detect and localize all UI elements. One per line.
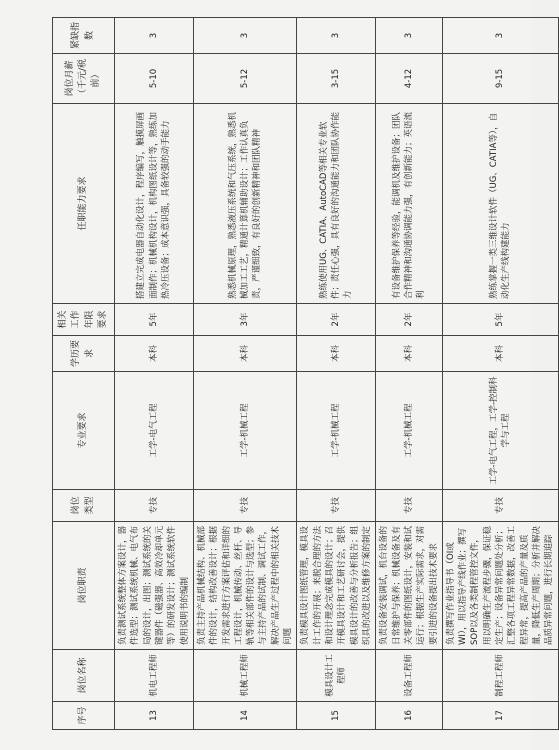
header-experience: 相关工作年限要求	[53, 304, 115, 336]
cell-type: 专技	[442, 490, 558, 522]
cell-type: 专技	[376, 490, 443, 522]
cell-ability: 搭建立完成电器自动化设计，程序编写，触摸屏画面制作；机械机构设计，机构图纸设计等，熟练加热冷压设备；成本意识强，具备较强的动手能力	[115, 104, 194, 304]
header-salary: 岗位月薪（千元/税前）	[53, 54, 115, 104]
cell-type: 专技	[115, 490, 194, 522]
cell-salary: 3-15	[297, 54, 376, 104]
header-row	[53, 18, 115, 730]
header-education: 学历要求	[53, 336, 115, 372]
cell-position-name: 机械工程师	[193, 650, 297, 702]
header-major: 专业要求	[53, 372, 115, 490]
cell-seq: 15	[297, 702, 376, 730]
cell-ability: 熟练使用UG、CATIA、AutoCAD等相关专业软件；责任心强，具有良好的沟通能力和团队协作能力	[297, 104, 376, 304]
cell-education: 本科	[376, 336, 443, 372]
cell-salary: 9-15	[442, 54, 558, 104]
cell-education: 本科	[297, 336, 376, 372]
cell-duty: 负责测试系统整体方案设计，器件选型；测试系统机械、电气布局的设计，出图；测试系统的关键器件（磁强器、高效冷却单元等）的研发设计；测试系统软件使用说明书的编制	[115, 522, 194, 650]
header-urgency: 紧缺指数	[53, 18, 115, 54]
cell-urgency: 3	[193, 18, 297, 54]
table-row	[193, 18, 297, 730]
cell-urgency: 3	[297, 18, 376, 54]
cell-position-name: 模具设计工程师	[297, 650, 376, 702]
cell-position-name: 机电工程师	[115, 650, 194, 702]
cell-salary: 4-12	[376, 54, 443, 104]
cell-duty: 负责模具设计图纸管理，模具设计工作的开展；来脱合理的方法和设计理念完成模具的设计；召开模具设计和工艺研讨会，提供模具设计的改善与分析报告；组织具的改进以及维修方案的制定	[297, 522, 376, 650]
cell-seq: 17	[442, 702, 558, 730]
cell-salary: 5-12	[193, 54, 297, 104]
cell-duty: 负责主持产品机械结构、机械部件的设计，结构改善设计；根据开发需求进行方案评估和详细的工程设计，机械传动、丝杆、导轨等相关部件的设计与选型；参与主持产品的试制、调试工作，解决产品生产过程中的相关技术问题	[193, 522, 297, 650]
cell-experience: 2年	[297, 304, 376, 336]
table-row	[376, 18, 443, 730]
cell-experience: 2年	[376, 304, 443, 336]
cell-urgency: 3	[115, 18, 194, 54]
cell-type: 专技	[297, 490, 376, 522]
header-type: 岗位类型	[53, 490, 115, 522]
header-ability: 任职能力要求	[53, 104, 115, 304]
cell-ability: 熟练掌握一类三维设计软件（UG、CATIA等），自动化生产线构建能力	[442, 104, 558, 304]
header-seq: 序号	[53, 702, 115, 730]
cell-type: 专技	[193, 490, 297, 522]
cell-major: 工学-机械工程	[193, 372, 297, 490]
cell-position-name: 制程工程师	[442, 650, 558, 702]
cell-experience: 5年	[442, 304, 558, 336]
cell-major: 工学-机械工程	[376, 372, 443, 490]
cell-seq: 14	[193, 702, 297, 730]
table-row	[115, 18, 194, 730]
cell-urgency: 3	[442, 18, 558, 54]
cell-duty: 负责设备安装调试，机台设备的日常维护与保养；机械设备及有关零部件的图纸设计，安装和试运行；根据生产实际需求，对需要引进的设备提出技术要求	[376, 522, 443, 650]
cell-position-name: 设备工程师	[376, 650, 443, 702]
table-row	[442, 18, 558, 730]
cell-urgency: 3	[376, 18, 443, 54]
cell-seq: 13	[115, 702, 194, 730]
cell-major: 工学-机械工程	[297, 372, 376, 490]
cell-seq: 16	[376, 702, 443, 730]
header-duty: 岗位职责	[53, 522, 115, 650]
cell-duty: 负责撰写作业指导书（OI或WI），用以指导产线作业；撰写SOP以及各类制程管控文件，用以明确生产流程步骤，保证稳定生产；设备异常问题处分析；汇整各项工程异常数据，改善工程异常，提高产品的产量及质量，降低生产周期；分析并解决品质异常问题，进行长期追踪	[442, 522, 558, 650]
table-row	[297, 18, 376, 730]
cell-education: 本科	[442, 336, 558, 372]
cell-ability: 熟悉机械原理，熟悉液压系统和气压系统，熟悉机械加工工艺，精通计算机辅助设计；工作认真负责，严谨细致，有良好的创新精神和团队精神	[193, 104, 297, 304]
cell-education: 本科	[115, 336, 194, 372]
cell-education: 本科	[193, 336, 297, 372]
header-position-name: 岗位名称	[53, 650, 115, 702]
cell-salary: 5-10	[115, 54, 194, 104]
job-requirements-table	[52, 17, 559, 730]
cell-experience: 3年	[193, 304, 297, 336]
cell-ability: 有设备维护保养等经验，能调机及维护设备；团队合作精神和沟通协调能力强，有创新能力；英语流利	[376, 104, 443, 304]
cell-experience: 5年	[115, 304, 194, 336]
cell-major: 工学-电气工程，工学-控制科学与工程	[442, 372, 558, 490]
cell-major: 工学-电气工程	[115, 372, 194, 490]
